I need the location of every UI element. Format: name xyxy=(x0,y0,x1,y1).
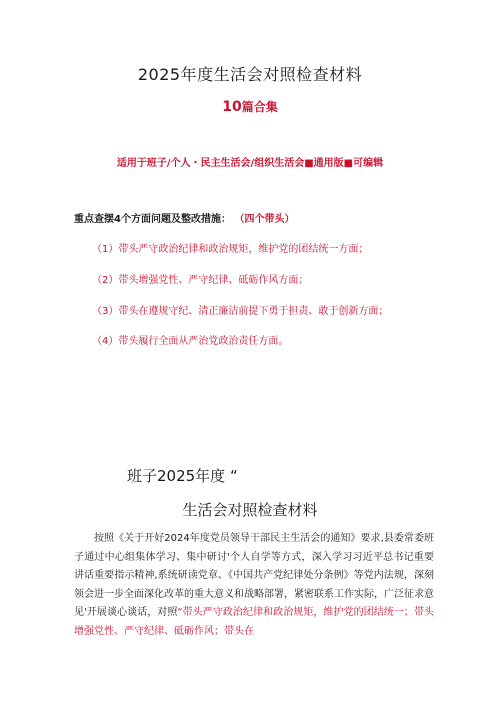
collection-label xyxy=(0,98,500,115)
key-points-heading-text: 重点查摆4个方面问题及整改措施： xyxy=(74,214,231,225)
section-title-line-1: 班子2025年度 “ xyxy=(127,467,238,485)
collection-suffix: 篇合集 xyxy=(241,100,278,114)
body-text: 按照《关于开好2024年度党员领导干部民主生活会的通知》要求,县委常委班子通过中心组集体学习、集中研讨'个人自学等方式，深入学习习近平总书记重要讲话重要指示精神,系统研读党章、《中国共产党纪律处分条例》等党内法规，深刻领会进一步全面深化改革的重大意义和战略部署，紧密联系工作实际，广泛征求意见'开展谈心谈话，对照 xyxy=(74,533,434,619)
applicable-note: 适用于班子/个人・民主生活会/组织生活会■通用版■可编辑 xyxy=(116,158,384,169)
key-point-2: （2）带头增强党性、严守纪律、砥砺作风方面； xyxy=(92,275,309,286)
key-points-heading-note: （四个带头） xyxy=(234,214,295,225)
collection-number: 10 xyxy=(222,99,242,115)
body-paragraph xyxy=(74,530,434,642)
key-point-1: （1）带头严守政治纪律和政治规矩，维护党的团结统一方面； xyxy=(92,244,369,255)
key-points-heading xyxy=(74,210,294,225)
section-title-line-2: 生活会对照检查材料 xyxy=(182,501,318,519)
body-highlight-text: “带头严守政治纪律和政治规矩，维护党的团结统一；带头增强党性、严守纪律、砥砺作风；带头在 xyxy=(74,607,435,637)
document-title: 2025年度生活会对照检查材料 xyxy=(137,65,363,84)
key-point-4: （4）带头履行全面从严治党政治责任方面。 xyxy=(92,336,289,347)
key-point-3: （3）带头在遵规守纪、清正廉洁前提下勇于担责、敢于创新方面； xyxy=(92,306,389,317)
